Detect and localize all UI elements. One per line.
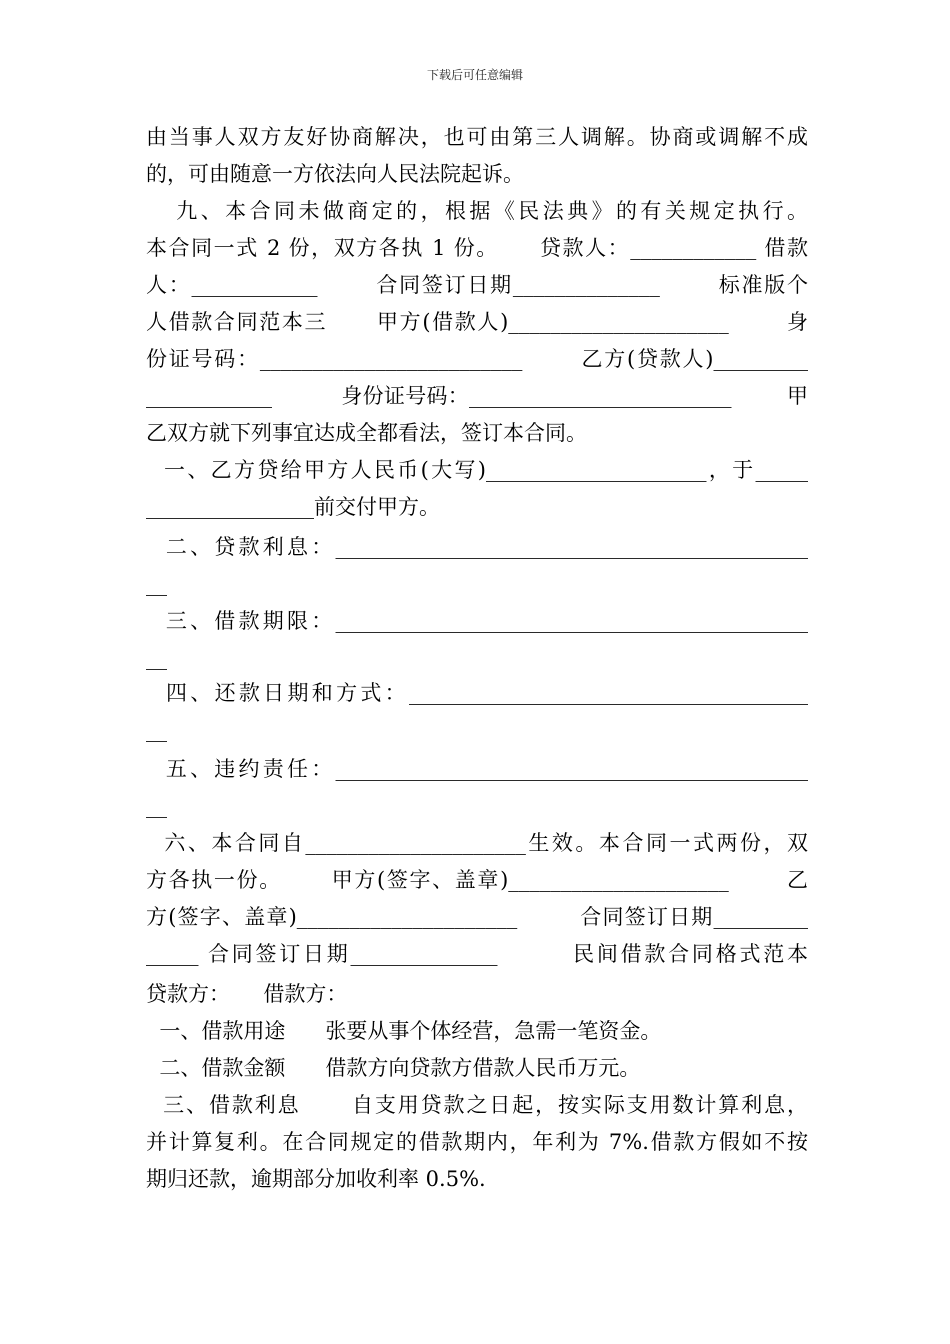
text-line: 人：____________ 合同签订日期______________ 标准版个 [146, 273, 808, 297]
text-line: __ [146, 794, 167, 818]
text-line: 三、借款利息 自支用贷款之日起，按实际支用数计算利息， [146, 1093, 808, 1117]
text-line: 期归还款，逾期部分加收利率 0.5%. [146, 1167, 486, 1191]
text-line: 二、借款金额 借款方向贷款方借款人民币万元。 [146, 1056, 641, 1080]
text-line: 贷款方： 借款方： [146, 982, 348, 1006]
text-line: 由当事人双方友好协商解决，也可由第三人调解。协商或调解不成 [146, 125, 808, 149]
text-line: ________________前交付甲方。 [146, 495, 440, 519]
text-line: 九、本合同未做商定的，根据《民法典》的有关规定执行。 [146, 199, 808, 223]
text-line: 五、违约责任：_____________________________________________ [146, 757, 808, 781]
text-line: _____ 合同签订日期______________ 民间借款合同格式范本 [146, 942, 808, 966]
text-line: 本合同一式 2 份，双方各执 1 份。 贷款人：____________ 借款 [146, 236, 808, 260]
text-line: 一、乙方贷给甲方人民币(大写)_____________________，于_____ [146, 458, 808, 482]
text-line: 乙双方就下列事宜达成全都看法，签订本合同。 [146, 421, 587, 445]
text-line: 六、本合同自_____________________生效。本合同一式两份，双 [146, 831, 808, 855]
text-line: 二、贷款利息：_____________________________________________ [146, 535, 808, 559]
text-line: 方各执一份。 甲方(签字、盖章)_____________________ 乙 [146, 868, 808, 892]
text-line: 三、借款期限：_____________________________________________ [146, 609, 808, 633]
text-line: 的，可由随意一方依法向人民法院起诉。 [146, 162, 524, 186]
text-line: __ [146, 646, 167, 670]
text-line: 一、借款用途 张要从事个体经营，急需一笔资金。 [146, 1019, 662, 1043]
text-line: 并计算复利。在合同规定的借款期内，年利为 7%.借款方假如不按 [146, 1130, 808, 1154]
page-header: 下载后可任意编辑 [426, 68, 523, 82]
text-line: 方(签字、盖章)_____________________ 合同签订日期_________ [146, 905, 808, 929]
text-line: __ [146, 572, 167, 596]
text-line: 人借款合同范本三 甲方(借款人)_____________________ 身 [146, 310, 808, 334]
text-line: __ [146, 718, 167, 742]
text-line: 份证号码：_________________________ 乙方(贷款人)_________ [146, 347, 808, 371]
text-line: 四、还款日期和方式：______________________________________ [146, 681, 808, 705]
text-line: ____________ 身份证号码：_________________________ 甲 [146, 384, 808, 408]
